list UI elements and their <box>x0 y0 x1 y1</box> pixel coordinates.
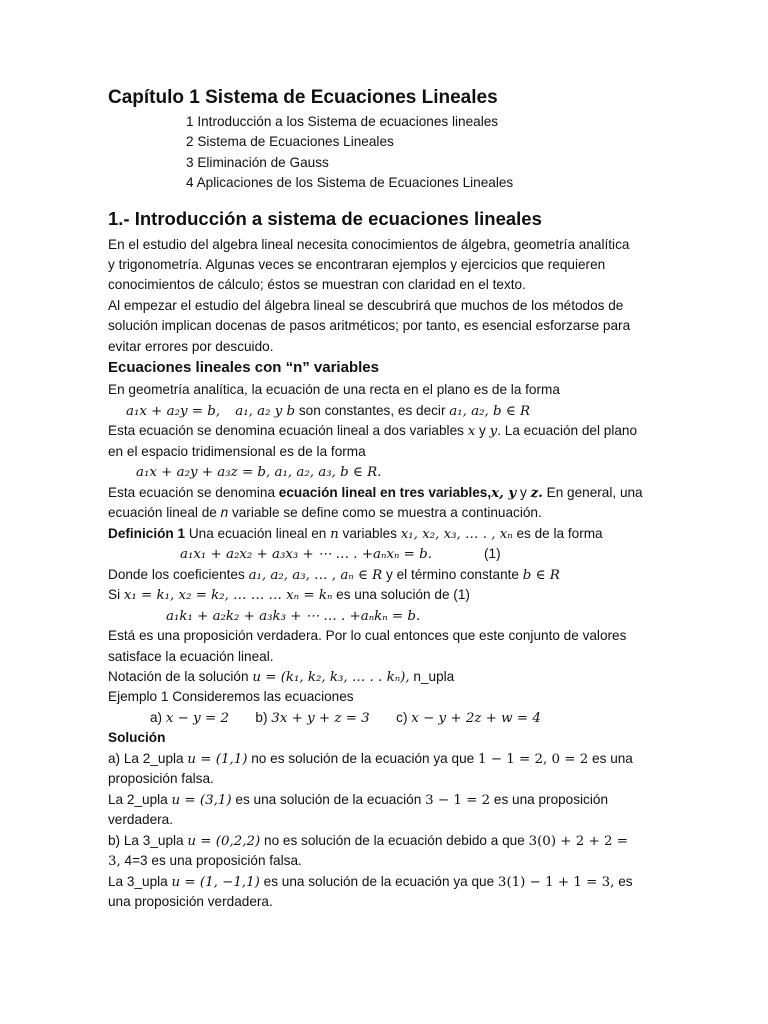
math-expression: a₁, a₂ y b <box>235 404 296 419</box>
math-expression: u = (1, −1,1) <box>171 875 260 890</box>
paragraph-line <box>108 832 628 851</box>
math-expression: x₁ = k₁, x₂ = k₂, … … … xₙ = kₙ <box>123 588 333 603</box>
toc-item-4: 4 Aplicaciones de los Sistema de Ecuaciones Lineales <box>186 175 514 190</box>
paragraph-line: en el espacio tridimensional es de la forma <box>108 444 366 459</box>
text-span: Una ecuación lineal en <box>185 526 331 541</box>
text-span: . La ecuación del plano <box>497 423 638 438</box>
paragraph-line: proposición falsa. <box>108 771 214 786</box>
text-span: a) La 2_upla <box>108 751 188 766</box>
math-expression: a₁, a₂, b ∈ R <box>449 404 531 419</box>
subsection-title: Ecuaciones lineales con “n” variables <box>108 359 379 376</box>
text-span: 4=3 es una proposición falsa. <box>120 853 302 868</box>
math-expression: a₁x₁ + a₂x₂ + a₃x₃ + ⋯ … . +aₙxₙ = b. <box>180 547 432 562</box>
text-span: y <box>475 423 490 438</box>
text-span: es una <box>588 751 633 766</box>
text-span: ecuación lineal de <box>108 505 221 520</box>
paragraph-line <box>108 791 608 810</box>
text-span: y <box>516 485 531 500</box>
text-span: En general, una <box>542 485 643 500</box>
paragraph-line: En el estudio del algebra lineal necesita conocimientos de álgebra, geometría analítica <box>108 237 630 252</box>
equation-plane <box>136 463 381 482</box>
paragraph-line: Al empezar el estudio del álgebra lineal se descubrirá que muchos de los métodos de <box>108 298 624 313</box>
math-expression: u = (k₁, k₂, k₃, … . . kₙ), <box>252 670 410 685</box>
paragraph-line <box>108 566 560 585</box>
section-title: 1.- Introducción a sistema de ecuaciones lineales <box>108 208 542 229</box>
equation-1 <box>180 545 432 564</box>
math-expression: u = (3,1) <box>171 793 232 808</box>
text-span: es de la forma <box>512 526 603 541</box>
math-expression: 3(1) − 1 + 1 = 3, <box>497 875 615 890</box>
paragraph-line <box>108 422 637 441</box>
paragraph-line: satisface la ecuación lineal. <box>108 649 274 664</box>
solution-heading: Solución <box>108 730 166 745</box>
paragraph-line: una proposición verdadera. <box>108 894 273 909</box>
text-span: es una solución de (1) <box>332 587 470 602</box>
definition-label: Definición 1 <box>108 526 186 541</box>
paragraph-line <box>108 668 454 687</box>
text-span: es <box>614 874 633 889</box>
bold-term: ecuación lineal en tres variables, <box>278 485 492 500</box>
text-span: no es solución de la ecuación debido a que <box>260 833 529 848</box>
paragraph-line: solución implican docenas de pasos aritméticos; por tanto, es esencial esforzarse para <box>108 318 631 333</box>
math-expression: 3(0) + 2 + 2 = <box>528 834 629 849</box>
item-label: a) <box>150 710 166 725</box>
math-expression: y <box>489 424 498 439</box>
text-span: es una solución de la ecuación <box>231 792 426 807</box>
paragraph-line: verdadera. <box>108 812 173 827</box>
text-span: Donde los coeficientes <box>108 567 249 582</box>
text-span: Esta ecuación se denomina ecuación lineal a dos variables <box>108 423 468 438</box>
item-label: b) <box>255 710 272 725</box>
paragraph-line <box>108 873 633 892</box>
text-span: es una solución de la ecuación ya que <box>259 874 498 889</box>
paragraph-line <box>108 750 633 769</box>
text-span: variables <box>338 526 401 541</box>
equation-line <box>126 402 530 421</box>
math-expression: a₁x + a₂y + a₃z = b, a₁, a₂, a₃, b ∈ R. <box>136 465 382 480</box>
text-span: La 2_upla <box>108 792 172 807</box>
math-expression: x − y + 2z + w = 4 <box>411 711 541 726</box>
paragraph-line <box>108 852 302 871</box>
text-span: La 3_upla <box>108 874 172 889</box>
paragraph-line: y trigonometría. Algunas veces se encontraran ejemplos y ejercicios que requieren <box>108 257 606 272</box>
text-span: Notación de la solución <box>108 669 253 684</box>
math-expression: a₁k₁ + a₂k₂ + a₃k₃ + ⋯ … . +aₙkₙ = b. <box>166 609 421 624</box>
paragraph-line: conocimientos de cálculo; éstos se muestran con claridad en el texto. <box>108 277 526 292</box>
text-span: Esta ecuación se denomina <box>108 485 279 500</box>
toc-item-3: 3 Eliminación de Gauss <box>186 155 329 170</box>
paragraph-line: En geometría analítica, la ecuación de una recta en el plano es de la forma <box>108 382 560 397</box>
paragraph-line <box>108 484 643 502</box>
paragraph-line <box>108 586 470 605</box>
math-expression: 3 − 1 = 2 <box>425 793 491 808</box>
math-expression: u = (0,2,2) <box>187 834 261 849</box>
math-expression: x₁, x₂, x₃, … . , xₙ <box>400 527 513 542</box>
text-span: b) La 3_upla <box>108 833 188 848</box>
toc-item-2: 2 Sistema de Ecuaciones Lineales <box>186 134 394 149</box>
text-span: son constantes, es decir <box>295 403 450 418</box>
math-expression: a₁, a₂, a₃, … , aₙ ∈ R <box>248 568 383 583</box>
definition-line <box>108 525 603 544</box>
paragraph-line: evitar errores por descuido. <box>108 339 274 354</box>
example-equations <box>150 709 541 728</box>
text-span: n_upla <box>409 669 455 684</box>
item-label: c) <box>396 710 412 725</box>
math-expression: a₁x + a₂y = b, <box>126 404 221 419</box>
equation-2 <box>166 607 420 626</box>
math-expression: x <box>467 424 476 439</box>
example-heading: Ejemplo 1 Consideremos las ecuaciones <box>108 689 354 704</box>
italic-term: n <box>220 505 229 520</box>
paragraph-line: Está es una proposición verdadera. Por lo cual entonces que este conjunto de valores <box>108 628 627 643</box>
math-expression: x − y = 2 <box>165 711 229 726</box>
text-span: y el término constante <box>382 567 523 582</box>
text-span: variable se define como se muestra a continuación. <box>228 505 542 520</box>
math-expression: 3x + y + z = 3 <box>271 711 370 726</box>
math-expression: b ∈ R <box>522 568 560 583</box>
toc-item-1: 1 Introducción a los Sistema de ecuaciones lineales <box>186 114 499 129</box>
chapter-title: Capítulo 1 Sistema de Ecuaciones Lineales <box>108 87 498 108</box>
math-expression: 3, <box>108 854 121 869</box>
math-expression: z. <box>530 485 543 501</box>
math-expression: x, y <box>491 485 517 501</box>
text-span: Si <box>108 587 124 602</box>
text-span: no es solución de la ecuación ya que <box>247 751 478 766</box>
text-span: es una proposición <box>490 792 608 807</box>
math-expression: u = (1,1) <box>187 752 248 767</box>
math-expression: 1 − 1 = 2, 0 = 2 <box>477 752 589 767</box>
equation-number: (1) <box>484 546 501 561</box>
math-expression: n <box>330 527 339 542</box>
paragraph-line <box>108 504 542 522</box>
